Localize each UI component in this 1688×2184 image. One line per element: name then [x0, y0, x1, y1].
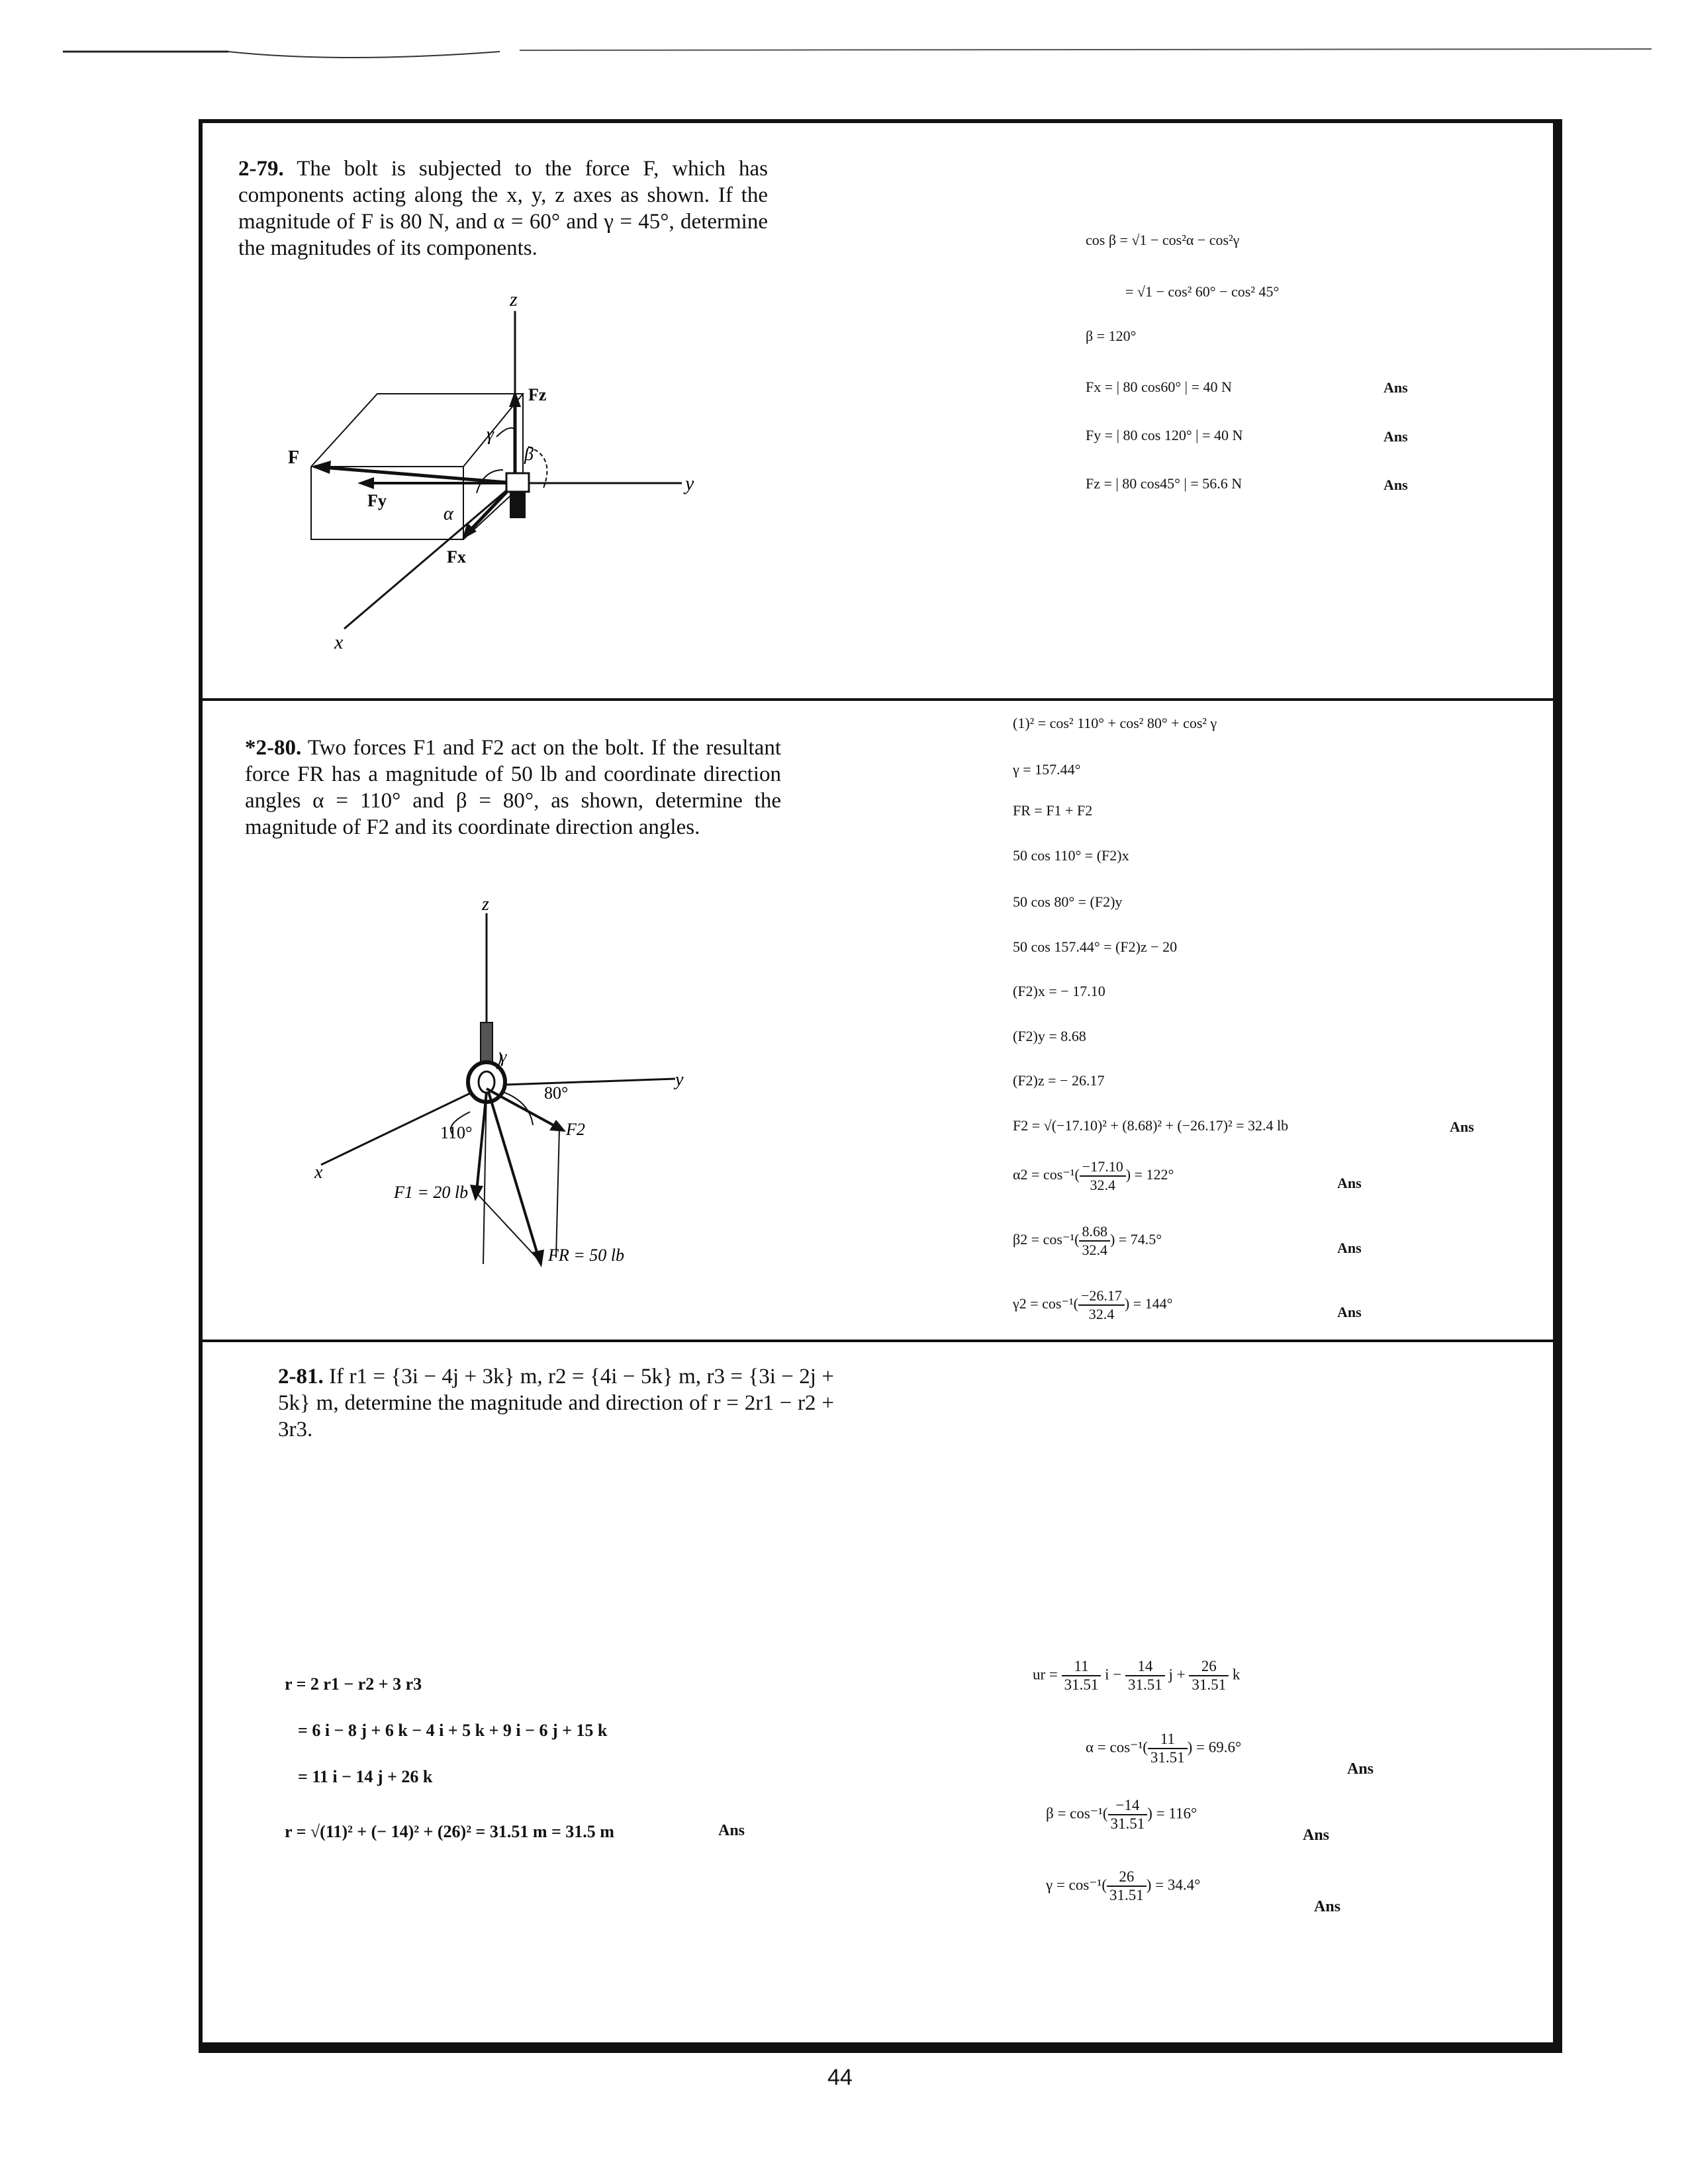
answer-label: Ans: [1383, 428, 1408, 445]
force-Fy-label: Fy: [367, 491, 387, 510]
gamma-label: γ: [487, 424, 494, 445]
angle-80-label: 80°: [544, 1083, 569, 1103]
direction-angle-alpha2: α2 = cos⁻¹( $\frac{-17.10}{32.4}$ ) = 122°: [1013, 1158, 1174, 1193]
alpha-label: α: [444, 504, 453, 524]
solution-line: γ = 157.44°: [1013, 761, 1081, 778]
solution-line: r = 2 r1 − r2 + 3 r3: [285, 1674, 422, 1694]
page-number: 44: [827, 2065, 853, 2090]
solution-line: (F2)z = − 26.17: [1013, 1072, 1105, 1089]
answer-label: Ans: [1337, 1175, 1362, 1191]
force-F2-label: F2: [566, 1120, 585, 1139]
solution-line: Fz = | 80 cos45° | = 56.6 N: [1086, 475, 1243, 492]
z-axis-label: z: [482, 900, 489, 915]
solution-line: = 11 i − 14 j + 26 k: [298, 1767, 433, 1786]
solution-line: (F2)x = − 17.10: [1013, 983, 1105, 999]
force-F1-label: F1 = 20 lb: [394, 1183, 469, 1202]
solution-line: cos β = √1 − cos²α − cos²γ: [1086, 232, 1240, 248]
scan-top-line: [63, 46, 1652, 60]
answer-label: Ans: [1383, 477, 1408, 493]
problem-number: *2-80.: [245, 736, 302, 760]
problem-2-79-statement: [238, 156, 768, 261]
answer-label: Ans: [1347, 1760, 1374, 1778]
answer-label: Ans: [1303, 1827, 1330, 1844]
figure-2-80: [305, 900, 702, 1277]
problem-number: 2-81.: [278, 1365, 324, 1388]
answer-label: Ans: [1450, 1118, 1474, 1135]
solution-line: (1)² = cos² 110° + cos² 80° + cos² γ: [1013, 715, 1217, 731]
force-FR-label: FR = 50 lb: [548, 1246, 625, 1265]
unit-vector-ur: ur = $\frac{11}{31.51}$ i − $\frac{14}{31.51}$ j + $\frac{26}{31.51}$ k: [1033, 1658, 1241, 1693]
problem-number: 2-79.: [238, 157, 284, 181]
problem-text: Two forces F1 and F2 act on the bolt. If the resultant force FR has a magnitude of 50 lb and coordinate direction angles α = 110° and β = 80°, as shown, determine the magnitude of F2 and its coordinate direction angles.: [245, 736, 781, 839]
solution-line: 50 cos 157.44° = (F2)z − 20: [1013, 938, 1178, 955]
answer-label: Ans: [1337, 1304, 1362, 1320]
force-Fx-label: Fx: [447, 547, 466, 567]
solution-line: = 6 i − 8 j + 6 k − 4 i + 5 k + 9 i − 6 j + 15 k: [298, 1721, 608, 1740]
solution-line: 50 cos 80° = (F2)y: [1013, 893, 1123, 910]
answer-label: Ans: [1383, 379, 1408, 396]
force-F-label: F: [288, 447, 300, 468]
solution-line: = √1 − cos² 60° − cos² 45°: [1125, 283, 1280, 300]
direction-angle-beta2: β2 = cos⁻¹( $\frac{8.68}{32.4}$ ) = 74.5°: [1013, 1223, 1162, 1258]
problem-2-81-statement: [278, 1363, 834, 1443]
answer-label: Ans: [718, 1822, 745, 1839]
z-axis-label: z: [510, 289, 518, 310]
angle-110-label: 110°: [440, 1123, 473, 1142]
beta-label: β: [524, 444, 534, 465]
problem-text: If r1 = {3i − 4j + 3k} m, r2 = {4i − 5k} m, r3 = {3i − 2j + 5k} m, determine the magnitude and direction of r = 2r1 − r2 + 3r3.: [278, 1365, 834, 1441]
solution-line: β = 120°: [1086, 328, 1137, 344]
direction-angle-beta: β = cos⁻¹( $\frac{-14}{31.51}$ ) = 116°: [1046, 1797, 1197, 1832]
direction-angle-gamma2: γ2 = cos⁻¹( $\frac{-26.17}{32.4}$ ) = 144°: [1013, 1287, 1173, 1322]
problem-2-80-statement: [245, 735, 781, 841]
y-axis-label: y: [685, 473, 694, 494]
section-divider-2: [199, 1340, 1558, 1342]
direction-angle-alpha: α = cos⁻¹( $\frac{11}{31.51}$ ) = 69.6°: [1086, 1731, 1242, 1766]
solution-line: 50 cos 110° = (F2)x: [1013, 847, 1129, 864]
gamma-label: γ: [500, 1047, 507, 1066]
x-axis-label: x: [334, 631, 344, 653]
answer-label: Ans: [1337, 1240, 1362, 1256]
force-Fz-label: Fz: [528, 385, 547, 404]
solution-line: FR = F1 + F2: [1013, 802, 1093, 819]
direction-angle-gamma: γ = cos⁻¹( $\frac{26}{31.51}$ ) = 34.4°: [1046, 1868, 1201, 1903]
solution-line: F2 = √(−17.10)² + (8.68)² + (−26.17)² = 32.4 lb: [1013, 1117, 1289, 1134]
solution-line: Fy = | 80 cos 120° | = 40 N: [1086, 427, 1243, 443]
y-axis-label: y: [675, 1069, 684, 1090]
answer-label: Ans: [1314, 1898, 1341, 1915]
solution-line: (F2)y = 8.68: [1013, 1028, 1086, 1044]
section-divider-1: [199, 698, 1558, 701]
solution-line: Fx = | 80 cos60° | = 40 N: [1086, 379, 1232, 395]
solution-line: r = √(11)² + (− 14)² + (26)² = 31.51 m = 31.5 m: [285, 1822, 614, 1841]
x-axis-label: x: [314, 1162, 323, 1183]
problem-text: The bolt is subjected to the force F, which has components acting along the x, y, z axes as shown. If the magnitude of F is 80 N, and α = 60° and γ = 45°, determine the magnitudes of its components.: [238, 157, 768, 260]
figure-2-79: [278, 278, 728, 655]
